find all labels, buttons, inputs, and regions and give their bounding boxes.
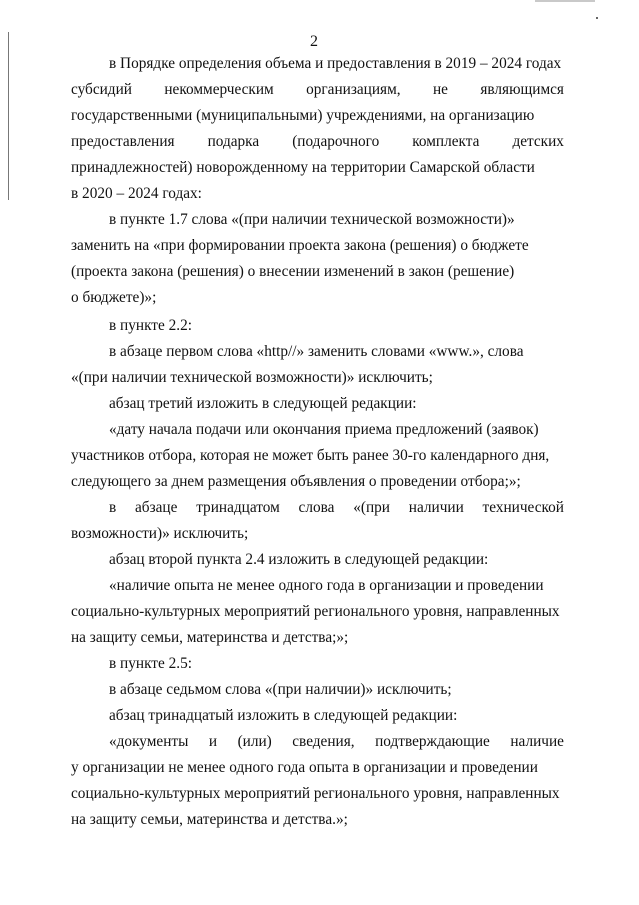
- text-segment: субсидий: [71, 81, 132, 98]
- text-segment: возможности)» исключить;: [71, 525, 249, 542]
- text-line: [71, 677, 564, 703]
- text-line: [71, 625, 564, 651]
- text-segment: на защиту семьи, материнства и детства.»;: [71, 811, 348, 828]
- text-segment: тринадцатом: [196, 499, 280, 516]
- text-segment: организациям,: [306, 81, 401, 98]
- text-segment: детских: [512, 133, 564, 150]
- text-line: [71, 339, 564, 365]
- text-segment: социально-культурных мероприятий регионального уровня, направленных: [71, 785, 560, 802]
- text-segment: и: [208, 733, 218, 750]
- text-line: [71, 417, 564, 443]
- text-line: [71, 703, 564, 729]
- text-segment: наличии: [408, 499, 464, 516]
- text-segment: слова: [298, 499, 335, 516]
- text-line: [71, 207, 564, 233]
- text-segment: у организации не менее одного года опыта в организации и проведении: [71, 759, 538, 776]
- text-line: [71, 781, 564, 807]
- text-segment: предоставления: [71, 133, 175, 150]
- text-line: [71, 77, 564, 103]
- text-segment: комплекта: [412, 133, 480, 150]
- text-segment: подарка: [207, 133, 260, 150]
- text-line: [71, 495, 564, 521]
- text-segment: «документы: [109, 733, 189, 750]
- text-segment: в пункте 1.7 слова «(при наличии технической возможности)»: [109, 211, 515, 228]
- scan-artifact-top: [535, 0, 595, 2]
- text-line: [71, 573, 564, 599]
- text-segment: (проекта закона (решения) о внесении изменений в закон (решение): [71, 263, 515, 280]
- text-line: [71, 755, 564, 781]
- text-segment: принадлежностей) новорожденному на территории Самарской области: [71, 159, 535, 176]
- text-segment: о бюджете)»;: [71, 289, 157, 306]
- text-line: [71, 51, 564, 77]
- text-line: [71, 547, 564, 573]
- text-line: [71, 285, 564, 311]
- text-segment: технической: [482, 499, 564, 516]
- text-segment: «(при: [353, 499, 390, 516]
- text-line: [71, 729, 564, 755]
- text-line: [71, 651, 564, 677]
- text-segment: «дату начала подачи или окончания приема предложений (заявок): [109, 421, 539, 438]
- text-segment: (или): [237, 733, 272, 750]
- text-segment: в 2020 – 2024 годах:: [71, 185, 202, 202]
- text-line: [71, 807, 564, 833]
- text-segment: являющимся: [480, 81, 564, 98]
- text-segment: «наличие опыта не менее одного года в организации и проведении: [109, 577, 544, 594]
- text-line: [71, 103, 564, 129]
- text-segment: заменить на «при формировании проекта закона (решения) о бюджете: [71, 237, 529, 254]
- text-segment: в пункте 2.5:: [109, 655, 192, 672]
- text-line: [71, 521, 564, 547]
- text-segment: абзаце: [135, 499, 178, 516]
- text-segment: в пункте 2.2:: [109, 317, 192, 334]
- text-line: [71, 233, 564, 259]
- text-segment: некоммерческим: [164, 81, 274, 98]
- text-segment: государственными (муниципальными) учреждениями, на организацию: [71, 107, 535, 124]
- text-line: [71, 365, 564, 391]
- text-segment: подтверждающие: [375, 733, 490, 750]
- text-segment: в Порядке определения объема и предоставления в 2019 – 2024 годах: [109, 55, 562, 72]
- text-segment: абзац второй пункта 2.4 изложить в следующей редакции:: [109, 551, 489, 568]
- text-line: [71, 181, 564, 207]
- text-segment: (подарочного: [292, 133, 380, 150]
- text-line: [71, 599, 564, 625]
- text-line: [71, 391, 564, 417]
- text-line: [71, 129, 564, 155]
- scan-artifact-dot: [596, 17, 598, 19]
- text-line: [71, 469, 564, 495]
- scan-artifact-left-edge: [8, 32, 9, 200]
- text-line: [71, 259, 564, 285]
- text-segment: наличие: [510, 733, 564, 750]
- text-segment: в: [109, 499, 117, 516]
- text-segment: социально-культурных мероприятий регионального уровня, направленных: [71, 603, 560, 620]
- text-segment: в абзаце седьмом слова «(при наличии)» исключить;: [109, 681, 452, 698]
- text-segment: на защиту семьи, материнства и детства;»;: [71, 629, 349, 646]
- text-segment: не: [432, 81, 448, 98]
- text-line: [71, 443, 564, 469]
- text-segment: абзац третий изложить в следующей редакции:: [109, 395, 417, 412]
- text-segment: следующего за днем размещения объявления о проведении отбора;»;: [71, 473, 521, 490]
- text-segment: «(при наличии технической возможности)» исключить;: [71, 369, 433, 386]
- text-line: [71, 155, 564, 181]
- text-segment: сведения,: [292, 733, 355, 750]
- page-number: 2: [310, 33, 318, 50]
- text-line: [71, 313, 564, 339]
- text-segment: абзац тринадцатый изложить в следующей редакции:: [109, 707, 458, 724]
- text-segment: в абзаце первом слова «http//» заменить словами «www.», слова: [109, 343, 524, 360]
- text-segment: участников отбора, которая не может быть ранее 30-го календарного дня,: [71, 447, 550, 464]
